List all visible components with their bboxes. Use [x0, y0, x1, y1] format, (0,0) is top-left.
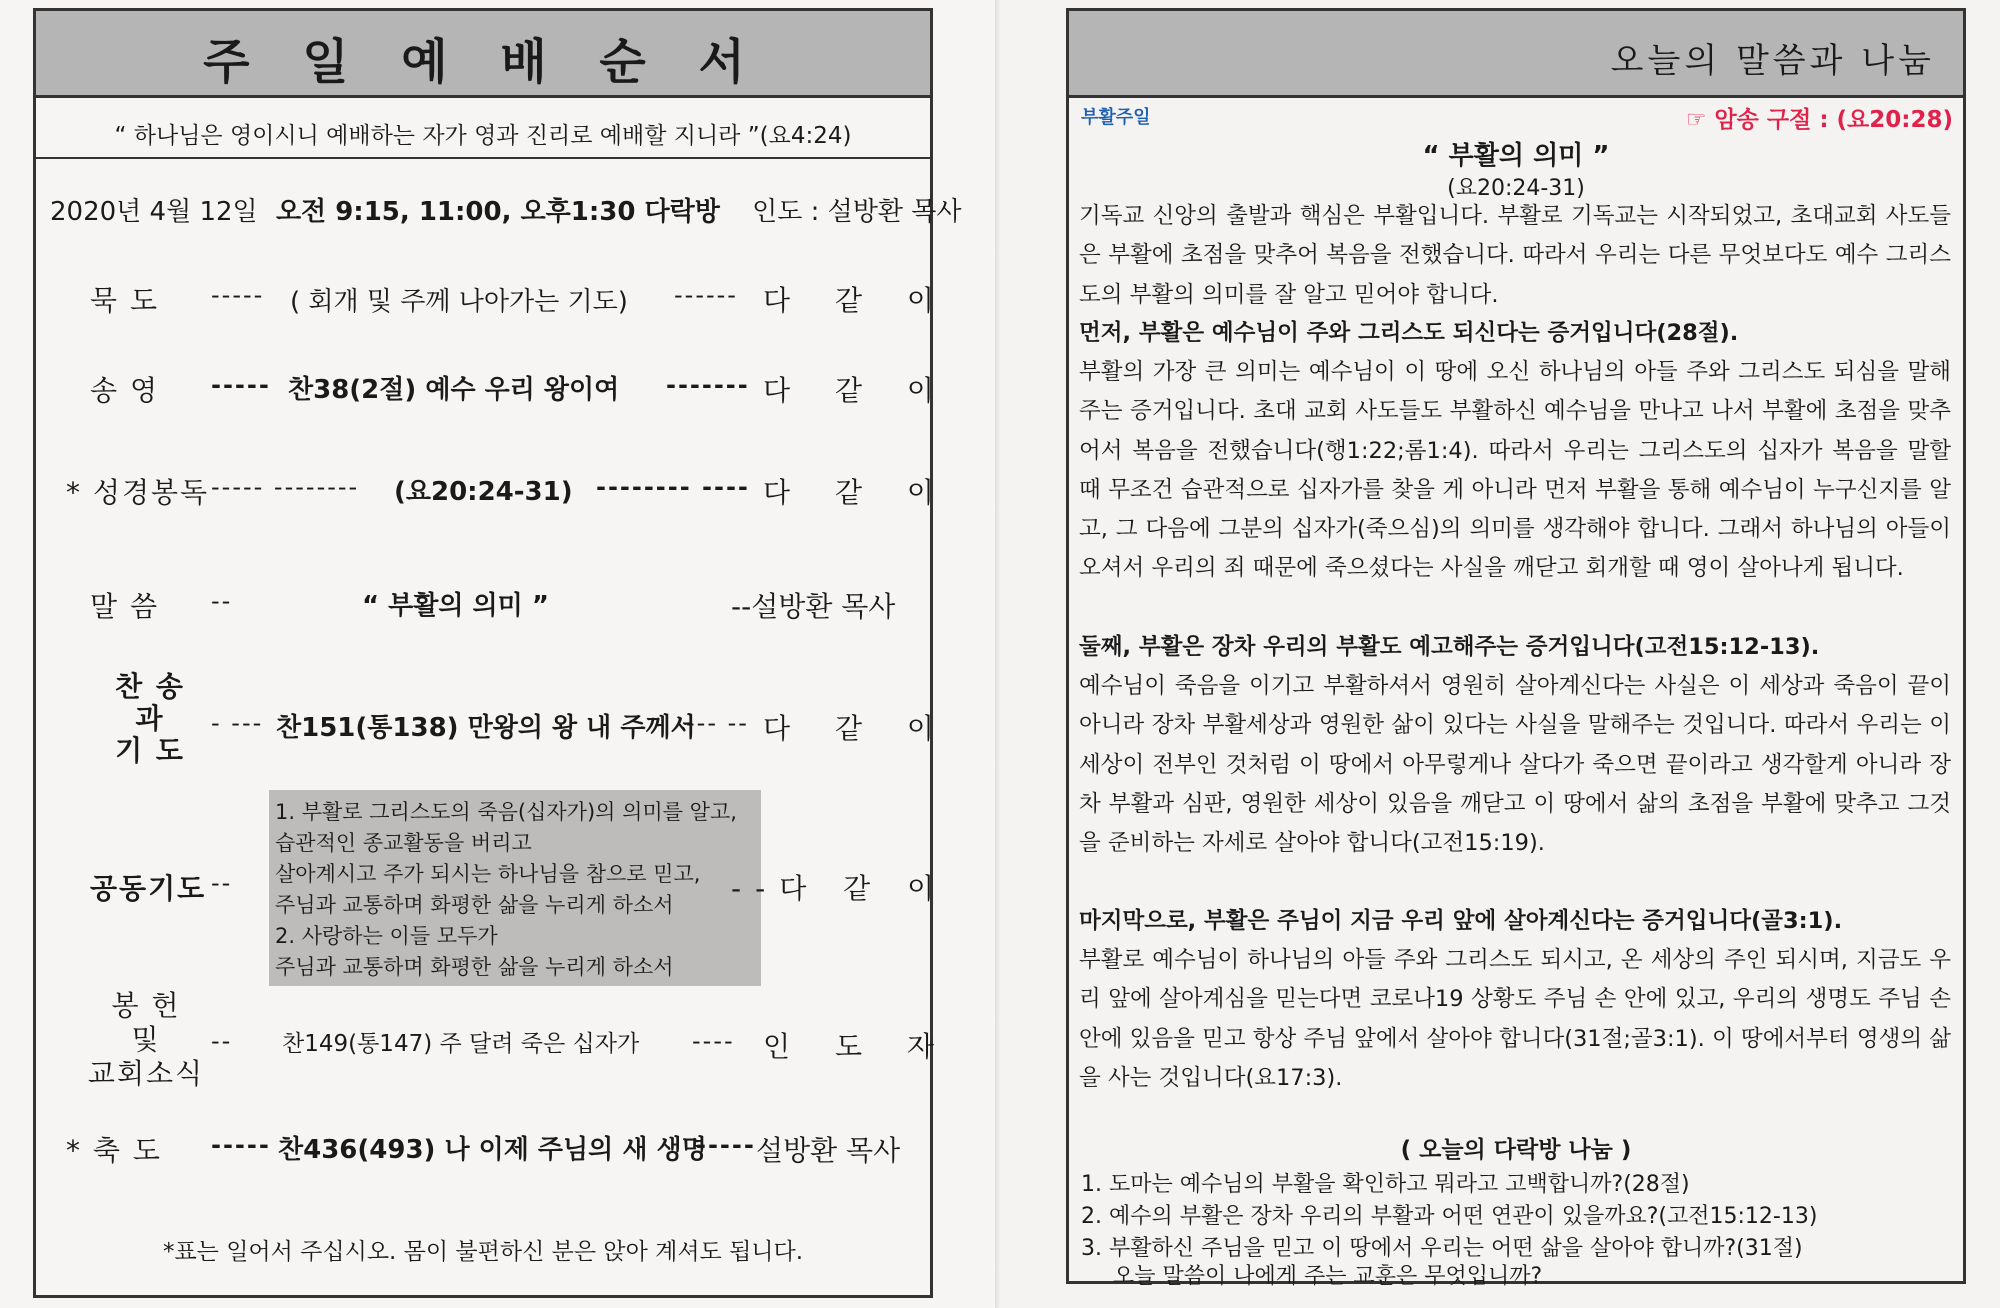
order-label-sermon: 말 씀: [90, 590, 159, 623]
memory-verse: ☞ 암송 구절 : (요20:28): [1685, 107, 1953, 133]
label-line: 교회소식: [87, 1057, 205, 1090]
service-date: 2020년 4월 12일: [50, 197, 258, 227]
order-label-scripture-reading: * 성경봉독: [66, 476, 210, 509]
sermon-paragraph: 기독교 신앙의 출발과 핵심은 부활입니다. 부활로 기독교는 시작되었고, 초대교회 사도들은 부활에 초점을 맞추어 복음을 전했습니다. 따라서 우리는 다른 무엇보다도 예수 그리스도의 부활의 의미를 잘 알고 믿어야 합니다.: [1079, 203, 1951, 308]
leader-dots: -------: [666, 371, 750, 399]
question-text: 부활하신 주님을 믿고 이 땅에서 우리는 어떤 삶을 살아야 합니까?(31절): [1109, 1236, 1803, 1261]
question-number: 2.: [1081, 1204, 1102, 1229]
worship-order-header: [36, 11, 930, 98]
sermon-point-heading: 먼저, 부활은 예수님이 주와 그리스도 되신다는 증거입니다(28절).: [1079, 320, 1739, 346]
sermon-paragraph: 부활로 예수님이 하나님의 아들 주와 그리스도 되시고, 온 세상의 주인 되시며, 지금도 우리 앞에 살아계심을 믿는다면 코로나19 상황도 주님 손 안에 있고, 우리의 생명도 주님 손안에 있음을 믿고 항상 주님 앞에서 살아야 합니다(31절;골3:1). 이 땅에서부터 영생의 삶을 사는 것입니다(요17:3).: [1079, 947, 1951, 1091]
sermon-reference: (요20:24-31): [1447, 176, 1585, 201]
leader-dots: -----: [211, 1131, 271, 1159]
order-performer-name: 다 같 이: [779, 872, 949, 905]
discussion-question: [1081, 1199, 1817, 1230]
order-item-offering-hymn: 찬149(통147) 주 달려 죽은 십자가: [282, 1031, 640, 1057]
leader-dots: --: [211, 1027, 233, 1055]
order-item-silent-prayer: ( 회개 및 주께 나아가는 기도): [290, 287, 628, 317]
discussion-question: [1081, 1167, 1690, 1198]
order-performer: --다 같 이: [731, 872, 949, 905]
label-line: 및: [131, 1023, 161, 1056]
word-and-sharing-panel: [1066, 8, 1966, 1289]
label-line: 찬 송: [115, 670, 185, 703]
common-prayer-box: [269, 790, 761, 986]
order-performer: 다 같 이: [763, 284, 952, 317]
order-label-doxology: 송 영: [90, 374, 159, 407]
standing-note: *표는 일어서 주십시오. 몸이 불편하신 분은 앉아 계셔도 됩니다.: [162, 1239, 804, 1265]
divider: [36, 157, 930, 159]
label-line: 과: [135, 702, 165, 735]
theme-verse: “ 하나님은 영이시니 예배하는 자가 영과 진리로 예배할 지니라 ”(요4:24): [114, 123, 852, 149]
order-item-hymn: 찬151(통138) 만왕의 왕 내 주께서: [276, 713, 696, 743]
order-label-common-prayer: 공동기도: [90, 872, 207, 905]
leader-dots: --- --: [686, 709, 749, 737]
sermon-point-heading: 마지막으로, 부활은 주님이 지금 우리 앞에 살아계신다는 증거입니다(골3:1).: [1079, 908, 1843, 934]
leader-dots: - ---: [211, 709, 264, 737]
prayer-line: 습관적인 종교활동을 버리고: [275, 831, 532, 855]
order-label-hymn-prayer: [100, 671, 200, 767]
leader-dots: -----: [211, 371, 271, 399]
label-line: 기 도: [115, 734, 185, 767]
question-text: 도마는 예수님의 부활을 확인하고 뭐라고 고백합니까?(28절): [1109, 1172, 1690, 1197]
question-number: 3.: [1081, 1236, 1102, 1261]
order-item-sermon-title: “ 부활의 의미 ”: [362, 591, 549, 621]
word-and-sharing-header: [1069, 11, 1963, 98]
prayer-line: 주님과 교통하며 화평한 삶을 누리게 하소서: [275, 955, 674, 979]
prayer-line: 1. 부활로 그리스도의 죽음(십자가)의 의미를 알고,: [275, 800, 737, 824]
leader-dots: -----: [211, 281, 265, 309]
leader-dots: --: [211, 869, 233, 897]
sermon-point-heading: 둘째, 부활은 장차 우리의 부활도 예고해주는 증거입니다(고전15:12-13).: [1079, 634, 1820, 660]
easter-tag: 부활주일: [1081, 107, 1151, 128]
order-performer: 다 같 이: [763, 712, 952, 745]
order-performer: --설방환 목사: [731, 590, 896, 623]
order-performer: 설방환 목사: [756, 1134, 901, 1167]
order-item-benediction-hymn: 찬436(493) 나 이제 주님의 새 생명: [278, 1135, 707, 1165]
sermon-title: “ 부활의 의미 ”: [1422, 141, 1610, 171]
prayer-line: 주님과 교통하며 화평한 삶을 누리게 하소서: [275, 893, 674, 917]
worship-order-panel: [33, 8, 962, 1298]
leader-dots: -----: [696, 1131, 756, 1159]
order-performer-name: 설방환 목사: [751, 590, 896, 623]
question-text: 예수의 부활은 장차 우리의 부활과 어떤 연관이 있을까요?(고전15:12-13): [1109, 1204, 1818, 1229]
worship-order-title: 주 일 예 배 순 서: [203, 34, 763, 90]
discussion-question: [1113, 1259, 1542, 1290]
discussion-title: ( 오늘의 다락방 나눔 ): [1400, 1137, 1632, 1163]
label-line: 봉 헌: [111, 989, 181, 1022]
order-performer: 인 도 자: [763, 1030, 952, 1063]
leader-dots: ----: [692, 1027, 735, 1055]
order-performer: 다 같 이: [763, 374, 952, 407]
order-label-offering: [76, 989, 216, 1091]
question-number: 1.: [1081, 1172, 1102, 1197]
order-label-benediction: * 축 도: [66, 1134, 162, 1167]
word-and-sharing-title: 오늘의 말씀과 나눔: [1610, 41, 1935, 81]
sermon-paragraph: 부활의 가장 큰 의미는 예수님이 이 땅에 오신 하나님의 아들 주와 그리스도 되심을 말해주는 증거입니다. 초대 교회 사도들도 부활하신 예수님을 만나고 나서 부활에 초점을 맞추어서 복음을 전했습니다(행1:22;롬1:4). 따라서 우리는 그리스도의 십자가 복음을 말할 때 무조건 습관적으로 십자가를 찾을 게 아니라 먼저 부활을 통해 예수님이 누구신지를 알고, 그 다음에 그분의 십자가(죽으심)의 의미를 생각해야 합니다. 그래서 하나님의 아들이 오셔서 우리의 죄 때문에 죽으셨다는 사실을 깨닫고 회개할 때 영이 살아나게 됩니다.: [1079, 359, 1951, 582]
order-label-silent-prayer: 묵 도: [90, 284, 159, 317]
leader-dots: --: [211, 587, 233, 615]
leader-dots: ----- --------: [211, 473, 360, 501]
prayer-line: 살아계시고 주가 되시는 하나님을 참으로 믿고,: [275, 862, 701, 886]
question-text: 오늘 말씀이 나에게 주는 교훈은 무엇입니까?: [1113, 1264, 1543, 1289]
sermon-paragraph: 예수님이 죽음을 이기고 부활하셔서 영원히 살아계신다는 사실은 이 세상과 죽음이 끝이 아니라 장차 부활세상과 영원한 삶이 있다는 사실을 말해주는 것입니다. 따라서 우리는 이 세상이 전부인 것처럼 이 땅에서 아무렇게나 살다가 죽으면 끝이라고 생각할게 아니라 장차 부활과 심판, 영원한 세상이 있음을 깨닫고 이 땅에서 삶의 초점을 부활에 맞추고 그것을 준비하는 자세로 살아야 합니다(고전15:19).: [1079, 673, 1951, 857]
prayer-line: 2. 사랑하는 이들 모두가: [275, 924, 498, 948]
order-item-scripture: (요20:24-31): [394, 477, 573, 507]
service-date-line: [50, 191, 961, 228]
order-item-doxology: 찬38(2절) 예수 우리 왕이여: [288, 375, 620, 405]
leader-dots: ------: [674, 281, 738, 309]
order-performer: 다 같 이: [763, 476, 952, 509]
service-times: 오전 9:15, 11:00, 오후1:30 다락방: [275, 197, 720, 227]
word-and-sharing-page: [1000, 0, 2000, 1308]
leader-dots: -------- ----: [596, 473, 750, 501]
service-leader: 인도 : 설방환 목사: [752, 197, 962, 227]
discussion-question: [1081, 1231, 1803, 1262]
